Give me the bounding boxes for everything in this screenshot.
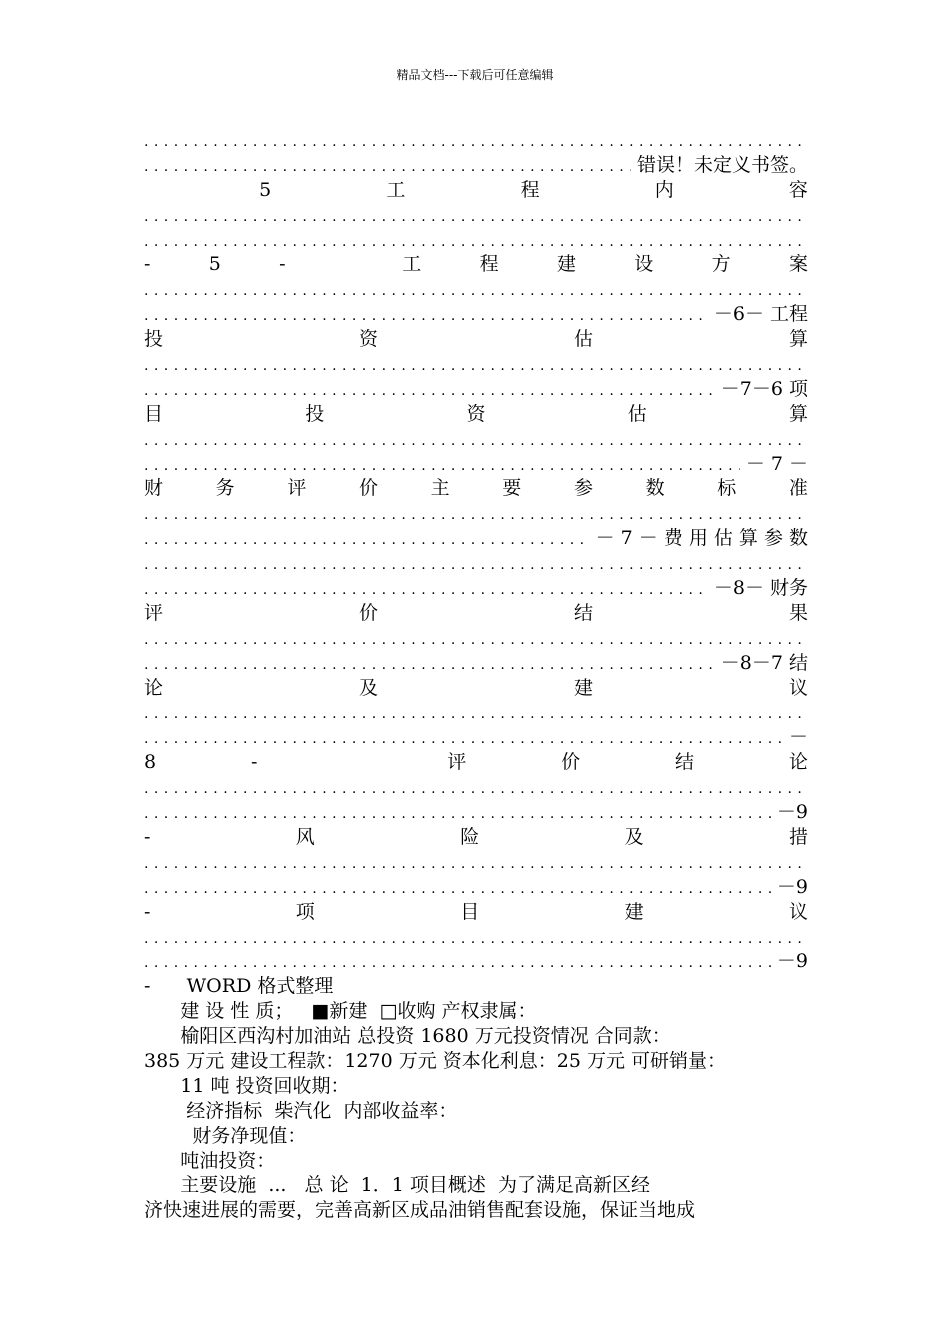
toc-leader-dots: [144, 377, 715, 402]
toc-entry-text: － 7 － 费 用 估 算 参 数: [595, 527, 808, 550]
toc-line: [144, 875, 808, 900]
toc-entry-text: －9: [776, 801, 808, 824]
toc-leader-dots: [144, 626, 808, 651]
toc-entry-char: 内: [654, 178, 674, 201]
toc-line: [144, 526, 808, 551]
toc-leader-dots: [144, 725, 783, 750]
body-line: 385 万元 建设工程款：1270 万元 资本化利息：25 万元 可研销量：: [144, 1049, 727, 1072]
toc-entry-text: －: [788, 726, 808, 749]
toc-leader-dots: [144, 551, 808, 576]
toc-entry-text: － 7 －: [745, 452, 808, 475]
toc-entry-char: 议: [788, 900, 808, 923]
toc-line: [144, 277, 808, 302]
toc-line: [144, 377, 808, 402]
toc-entry-text: －7－6 项: [720, 377, 808, 400]
toc-leader-dots: [144, 128, 808, 153]
toc-entry-char: 设: [634, 253, 654, 276]
toc-line: [144, 203, 808, 228]
toc-entry-text: －6－ 工程: [713, 303, 808, 326]
toc-line: [144, 900, 808, 925]
toc-leader-dots: [144, 277, 808, 302]
toc-line: [144, 800, 808, 825]
toc-entry-char: 程: [520, 178, 540, 201]
toc-leader-dots: [144, 576, 708, 601]
toc-line: [144, 252, 808, 277]
toc-entry-char: 准: [788, 477, 808, 500]
toc-entry-char: 项: [295, 900, 315, 923]
toc-line: [144, 775, 808, 800]
toc-entry-char: 措: [788, 825, 808, 848]
toc-entry-char: 方: [711, 253, 731, 276]
document-body: [144, 128, 808, 1223]
body-line: 济快速进展的需要，完善高新区成品油销售配套设施，保证当地成: [144, 1199, 696, 1222]
toc-line: [144, 352, 808, 377]
toc-entry-char: 参: [573, 477, 593, 500]
toc-line: [144, 676, 808, 701]
toc-entry-char: 价: [358, 477, 378, 500]
toc-line: [144, 327, 808, 352]
page-header: 精品文档---下载后可任意编辑: [396, 68, 554, 82]
body-line: 经济指标 柴汽化 内部收益率：: [144, 1099, 458, 1122]
toc-entry-char: 及: [624, 825, 644, 848]
toc-entry-text: －8－7 结: [720, 651, 808, 674]
toc-entry-char: 议: [788, 676, 808, 699]
toc-entry-char: 资: [358, 328, 378, 351]
toc-line: [144, 302, 808, 327]
toc-line: [144, 551, 808, 576]
toc-entry-char: 建: [573, 676, 593, 699]
toc-entry-char: 估: [573, 328, 593, 351]
body-text: [144, 974, 808, 1223]
toc-line: [144, 178, 808, 203]
body-line: - WORD 格式整理: [144, 975, 334, 998]
toc-entry-char: 建: [556, 253, 576, 276]
toc-line: [144, 228, 808, 253]
toc-entry-char: 工: [402, 253, 422, 276]
toc-leader-dots: [144, 302, 708, 327]
toc-entry-text: 错误！未定义书签。: [636, 153, 808, 176]
toc-entry-char: 价: [358, 601, 378, 624]
body-line: 榆阳区西沟村加油站 总投资 1680 万元投资情况 合同款：: [144, 1025, 671, 1048]
toc-entry-char: -: [144, 900, 151, 923]
toc-line: [144, 750, 808, 775]
toc-leader-dots: [144, 775, 808, 800]
toc-leader-dots: [144, 526, 590, 551]
body-line: 吨油投资：: [144, 1149, 276, 1172]
toc-entry-char: 评: [144, 601, 164, 624]
toc-entry-char: 评: [447, 751, 467, 774]
toc-line: [144, 476, 808, 501]
toc-entry-char: 主: [430, 477, 450, 500]
toc-entry-char: 估: [627, 402, 647, 425]
toc-line: [144, 153, 808, 178]
toc-entry-char: 容: [788, 178, 808, 201]
toc-line: [144, 576, 808, 601]
toc-line: [144, 850, 808, 875]
toc-entry-char: 评: [287, 477, 307, 500]
toc-line: [144, 427, 808, 452]
toc-line: [144, 700, 808, 725]
toc-entry-char: 务: [215, 477, 235, 500]
toc-leader-dots: [144, 228, 808, 253]
toc-entry-char: 工: [386, 178, 406, 201]
toc-leader-dots: [144, 452, 740, 477]
toc-line: [144, 501, 808, 526]
toc-leader-dots: [144, 427, 808, 452]
toc-entry-text: －8－ 财务: [713, 577, 808, 600]
toc-line: [144, 601, 808, 626]
toc-entry-char: 结: [675, 751, 695, 774]
toc-entry-char: 案: [788, 253, 808, 276]
toc-line: [144, 725, 808, 750]
body-line: 财务净现值：: [144, 1124, 307, 1147]
toc-leader-dots: [144, 651, 715, 676]
toc-entry-char: 数: [645, 477, 665, 500]
toc-entry-text: －9: [776, 950, 808, 973]
toc-leader-dots: [144, 501, 808, 526]
toc-line: [144, 402, 808, 427]
toc-entry-char: 算: [788, 328, 808, 351]
toc-entry-char: 果: [788, 601, 808, 624]
toc-line: [144, 128, 808, 153]
toc-entry-char: 8: [144, 751, 157, 774]
toc-leader-dots: [144, 875, 771, 900]
toc-entry-text: －9: [776, 875, 808, 898]
toc-leader-dots: [144, 700, 808, 725]
toc-leader-dots: [144, 153, 631, 178]
table-of-contents: [144, 128, 808, 974]
body-line: 11 吨 投资回收期：: [144, 1074, 350, 1097]
toc-entry-char: 论: [788, 751, 808, 774]
toc-entry-char: -: [250, 751, 258, 774]
toc-entry-char: 结: [573, 601, 593, 624]
toc-entry-char: 价: [561, 751, 581, 774]
toc-entry-char: 财: [144, 477, 164, 500]
toc-leader-dots: [144, 800, 771, 825]
toc-leader-dots: [144, 352, 808, 377]
body-line: 主要设施 ... 总 论 1．1 项目概述 为了满足高新区经: [144, 1174, 650, 1197]
toc-line: [144, 626, 808, 651]
toc-entry-char: 要: [502, 477, 522, 500]
toc-entry-char: 算: [788, 402, 808, 425]
toc-leader-dots: [144, 203, 808, 228]
toc-entry-char: 风: [295, 825, 315, 848]
toc-entry-char: 标: [717, 477, 737, 500]
toc-entry-char: 及: [358, 676, 378, 699]
toc-line: [144, 651, 808, 676]
toc-entry-char: 资: [466, 402, 486, 425]
toc-leader-dots: [144, 850, 808, 875]
body-line: 建 设 性 质； ■新建 □收购 产权隶属：: [144, 1000, 537, 1023]
toc-line: [144, 949, 808, 974]
toc-line: [144, 452, 808, 477]
toc-entry-char: -: [279, 253, 286, 276]
toc-entry-char: 险: [460, 825, 480, 848]
toc-entry-char: 投: [144, 328, 164, 351]
toc-leader-dots: [144, 925, 808, 950]
toc-leader-dots: [144, 949, 771, 974]
toc-line: [144, 825, 808, 850]
toc-entry-char: 程: [479, 253, 499, 276]
toc-entry-char: -: [144, 825, 151, 848]
toc-entry-char: 目: [144, 402, 164, 425]
toc-line: [144, 925, 808, 950]
toc-entry-char: 投: [305, 402, 325, 425]
toc-entry-char: 5: [208, 253, 221, 276]
toc-entry-char: 5: [259, 178, 272, 201]
toc-entry-char: 论: [144, 676, 164, 699]
toc-entry-char: -: [144, 253, 151, 276]
toc-entry-char: 目: [460, 900, 480, 923]
toc-entry-char: 建: [624, 900, 644, 923]
